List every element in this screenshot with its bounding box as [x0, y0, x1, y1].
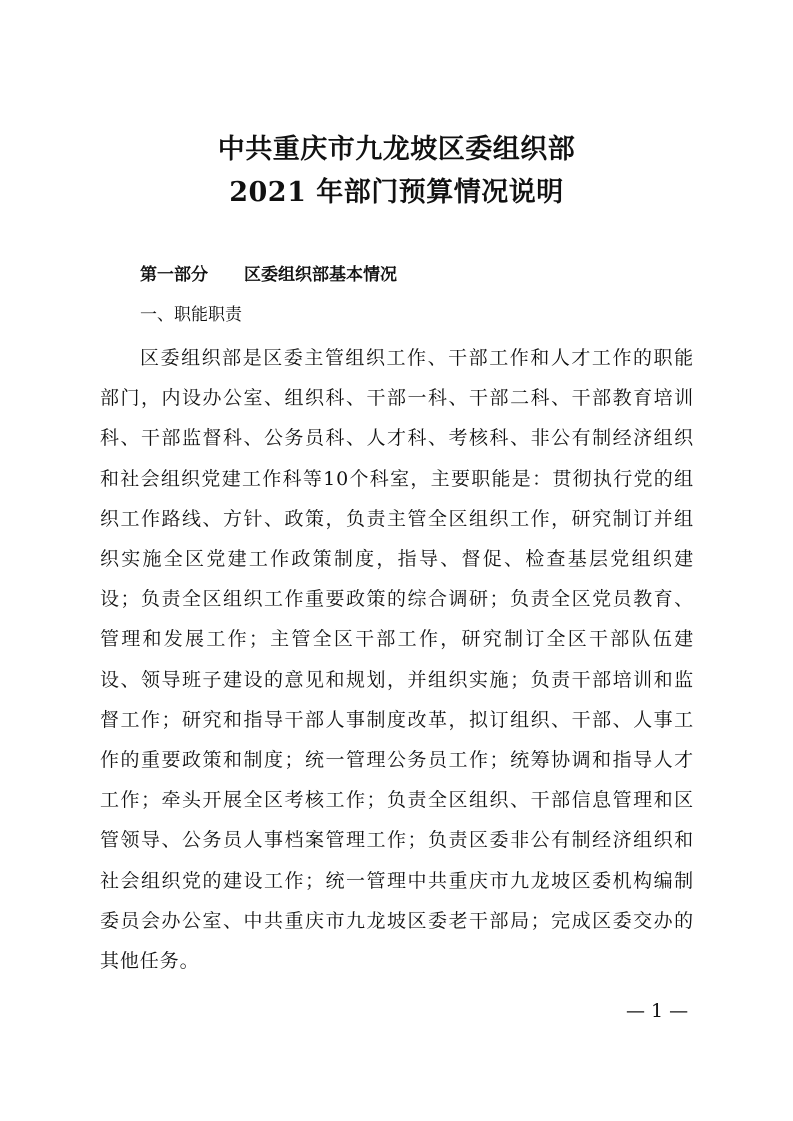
- part-title: 区委组织部基本情况: [244, 265, 397, 285]
- part-heading: [140, 260, 397, 290]
- body-paragraph: 区委组织部是区委主管组织工作、干部工作和人才工作的职能部门，内设办公室、组织科、干部一科、干部二科、干部教育培训科、干部监督科、公务员科、人才科、考核科、非公有制经济组织和社会组织党建工作科等10个科室，主要职能是：贯彻执行党的组织工作路线、方针、政策，负责主管全区组织工作，研究制订并组织实施全区党建工作政策制度，指导、督促、检查基层党组织建设；负责全区组织工作重要政策的综合调研；负责全区党员教育、管理和发展工作；主管全区干部工作，研究制订全区干部队伍建设、领导班子建设的意见和规划，并组织实施；负责干部培训和监督工作；研究和指导干部人事制度改革，拟订组织、干部、人事工作的重要政策和制度；统一管理公务员工作；统筹协调和指导人才工作；牵头开展全区考核工作；负责全区组织、干部信息管理和区管领导、公务员人事档案管理工作；负责区委非公有制经济组织和社会组织党的建设工作；统一管理中共重庆市九龙坡区委机构编制委员会办公室、中共重庆市九龙坡区委老干部局；完成区委交办的其他任务。: [100, 347, 694, 973]
- document-title-line-2: 2021 年部门预算情况说明: [229, 177, 564, 208]
- section-heading: 一、职能职责: [140, 305, 242, 325]
- page-number: — 1 —: [626, 1000, 689, 1022]
- document-title-line-1: 中共重庆市九龙坡区委组织部: [217, 134, 576, 165]
- part-label: 第一部分: [140, 265, 208, 285]
